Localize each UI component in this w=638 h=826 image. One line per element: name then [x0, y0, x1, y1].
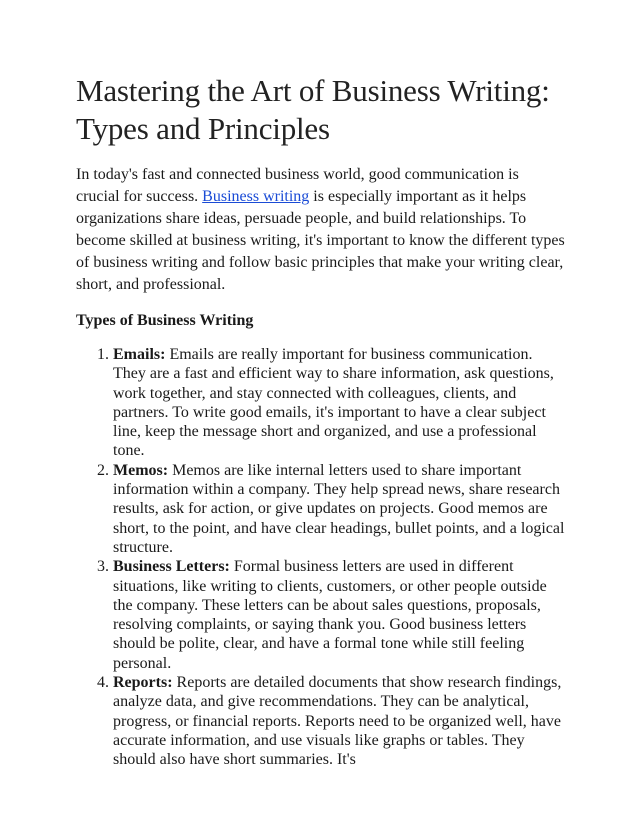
document-page: [76, 72, 566, 770]
list-item-term: Reports:: [113, 674, 173, 692]
list-item-emails: [113, 345, 566, 461]
list-item-text: Formal business letters are used in different situations, like writing to clients, customers, or other people outside the company. These letters can be about sales questions, proposals, resolving complaints, or saying thank you. Good business letters should be polite, clear, and have a formal tone while still feeling personal.: [113, 558, 547, 672]
page-title: Mastering the Art of Business Writing: Types and Principles: [76, 73, 550, 146]
list-item-text: Reports are detailed documents that show research findings, analyze data, and give recommendations. They can be analytical, progress, or financial reports. Reports need to be organized well, have accurate information, and use visuals like graphs or tables. They should also have short summaries. It's: [113, 674, 562, 769]
section-heading: Types of Business Writing: [76, 312, 254, 329]
list-item-memos: [113, 461, 566, 557]
intro-paragraph: [76, 164, 566, 296]
list-item-text: Memos are like internal letters used to share important information within a company. They help spread news, share research results, ask for action, or give updates on projects. Good memos are short, to the point, and have clear headings, bullet points, and a logical structure.: [113, 461, 565, 556]
list-item-business-letters: [113, 557, 566, 673]
intro-text-start: In today's fast and connected business world, good communication is crucial for success.: [76, 166, 519, 205]
list-item-text: Emails are really important for business communication. They are a fast and efficient way to share information, ask questions, work together, and stay connected with colleagues, clients, and partners. To write good emails, it's important to have a clear subject line, keep the message short and organized, and use a professional tone.: [113, 346, 554, 460]
list-item-reports: [113, 673, 566, 769]
business-writing-link[interactable]: Business writing: [202, 188, 310, 205]
intro-text-end: is especially important as it helps organizations share ideas, persuade people, and build relationships. To become skilled at business writing, it's important to know the different types of business writing and follow basic principles that make your writing clear, short, and professional.: [76, 188, 565, 293]
list-item-term: Business Letters:: [113, 558, 230, 576]
list-item-term: Memos:: [113, 461, 169, 479]
list-item-term: Emails:: [113, 346, 166, 363]
writing-types-list: [76, 345, 566, 770]
